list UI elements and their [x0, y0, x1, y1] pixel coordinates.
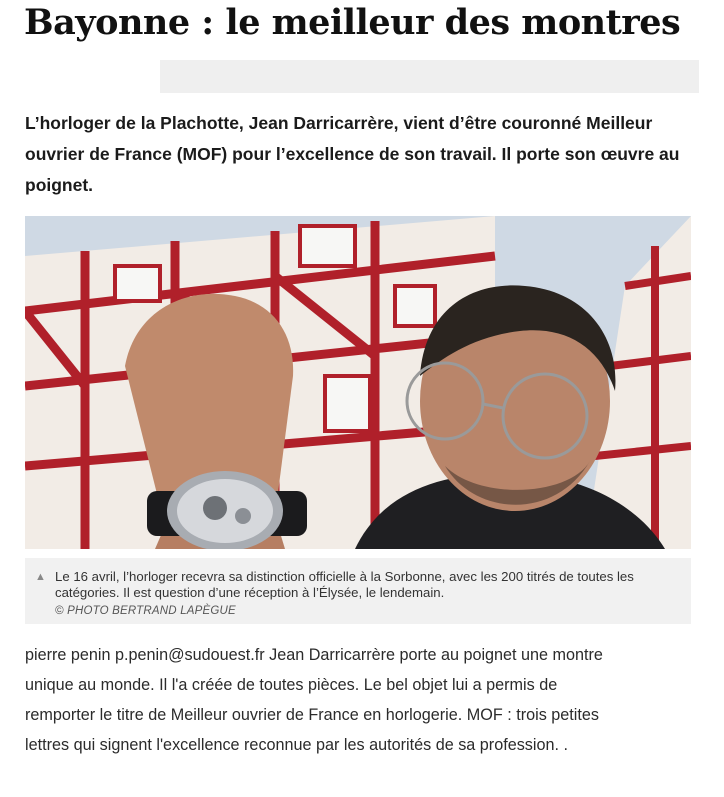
photo-caption — [25, 558, 691, 624]
photo-illustration — [25, 216, 691, 549]
article-lead: L’horloger de la Plachotte, Jean Darricarrère, vient d’être couronné Meilleur ouvrier de France (MOF) pour l’excellence de son travail. Il porte son œuvre au poignet. — [25, 113, 680, 195]
ad-placeholder — [160, 60, 699, 93]
article-photo[interactable] — [25, 216, 691, 549]
photo-credit: © PHOTO BERTRAND LAPÈGUE — [55, 605, 236, 617]
caption-text: Le 16 avril, l’horloger recevra sa distinction officielle à la Sorbonne, avec les 200 titrés de toutes les catégories. Il est question d’une réception à l’Élysée, le lendemain. — [55, 569, 634, 600]
article-title: Bayonne : le meilleur des montres — [24, 2, 681, 43]
triangle-up-icon[interactable]: ▲ — [35, 571, 46, 583]
article-body: pierre penin p.penin@sudouest.fr Jean Darricarrère porte au poignet une montre unique au monde. Il l'a créée de toutes pièces. Le bel objet lui a permis de remporter le titre de Meilleur ouvrier de France en horlogerie. MOF : trois petites lettres qui signent l'excellence reconnue par les autorités de sa profession. . — [25, 646, 603, 754]
